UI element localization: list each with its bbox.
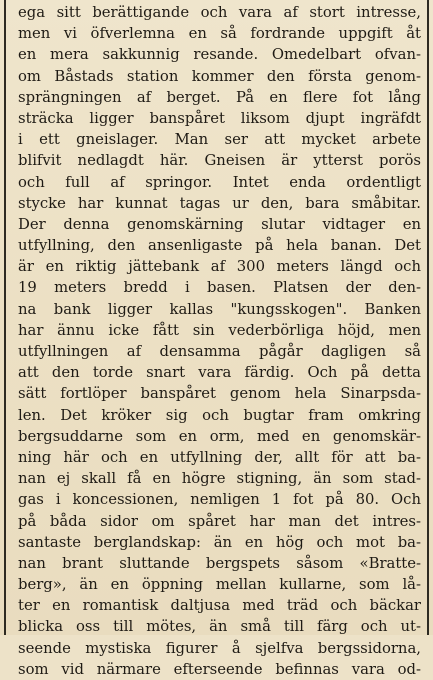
text-line: santaste berglandskap: än en hög och mot ba- — [18, 533, 421, 551]
text-line: är en riktig jättebank af 300 meters längd och — [18, 258, 421, 276]
article-column — [18, 2, 421, 680]
left-column-rule — [4, 0, 6, 635]
text-line: nan brant sluttande bergspets såsom «Bratte- — [18, 554, 421, 572]
text-line: ter en romantisk daltjusa med träd och bäckar — [18, 597, 421, 615]
text-line: utfyllning, den ansenligaste på hela banan. Det — [18, 237, 421, 255]
text-line: och full af springor. Intet enda ordentligt — [18, 173, 421, 191]
text-line: seende mystiska figurer å sjelfva bergssidorna, — [18, 639, 421, 657]
text-line: har ännu icke fått sin vederbörliga höjd, men — [18, 321, 421, 339]
text-line: men vi öfverlemna en så fordrande uppgift åt — [18, 25, 421, 43]
text-line: en mera sakkunnig resande. Omedelbart ofvan- — [18, 46, 421, 64]
text-line: Der denna genomskärning slutar vidtager en — [18, 215, 421, 233]
text-line: blifvit nedlagdt här. Gneisen är ytterst porös — [18, 152, 421, 170]
text-line: gas i koncessionen, nemligen 1 fot på 80. Och — [18, 491, 421, 509]
text-line: sträcka ligger banspåret liksom djupt ingräfdt — [18, 109, 421, 127]
text-line: len. Det kröker sig och bugtar fram omkring — [18, 406, 421, 424]
text-line: berg», än en öppning mellan kullarne, som lå- — [18, 576, 421, 594]
text-line: blicka oss till mötes, än små till färg och ut- — [18, 618, 421, 636]
text-line: bergsuddarne som en orm, med en genomskär- — [18, 427, 421, 445]
text-line: ega sitt berättigande och vara af stort intresse, — [18, 4, 421, 21]
text-line: i ett gneislager. Man ser att mycket arbete — [18, 131, 421, 149]
text-line: sprängningen af berget. På en flere fot lång — [18, 88, 421, 106]
text-line: som vid närmare efterseende befinnas vara od- — [18, 660, 421, 678]
text-line: utfyllningen af densamma pågår dagligen så — [18, 343, 421, 360]
text-line: om Båstads station kommer den första genom- — [18, 67, 421, 85]
text-line: sätt fortlöper banspåret genom hela Sinarpsda- — [18, 385, 421, 403]
text-line: att den torde snart vara färdig. Och på detta — [18, 364, 421, 382]
text-line: nan ej skall få en högre stigning, än som stad- — [18, 470, 421, 488]
text-line: na bank ligger kallas "kungsskogen". Banken — [18, 300, 421, 318]
text-line: ning här och en utfyllning der, allt för att ba- — [18, 448, 421, 466]
text-line: stycke har kunnat tagas ur den, bara småbitar. — [18, 194, 421, 212]
right-column-rule — [427, 0, 429, 635]
text-line: på båda sidor om spåret har man det intres- — [18, 512, 421, 530]
text-line: 19 meters bredd i basen. Platsen der den- — [18, 279, 421, 297]
